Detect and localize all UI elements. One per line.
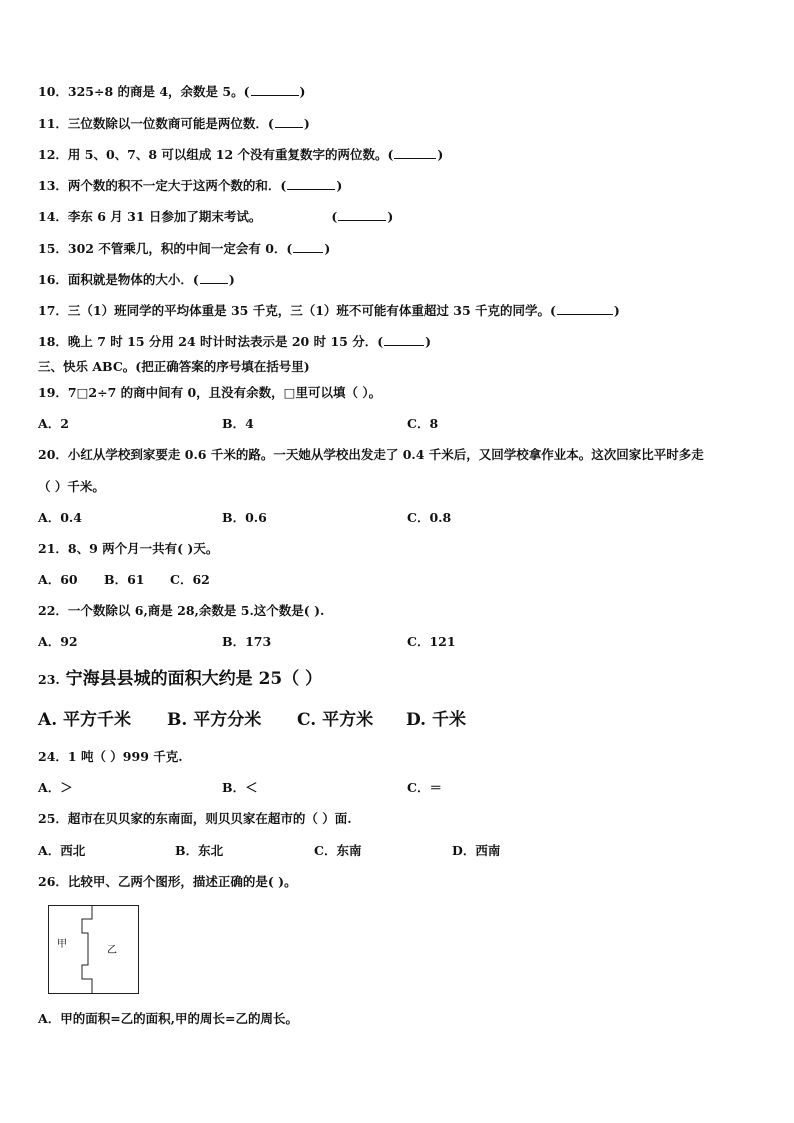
question-12: 12．用 5、0、7、8 可以组成 12 个没有重复数字的两位数。( ) [38, 147, 444, 162]
option-b[interactable]: B．61 [104, 572, 145, 587]
option-b[interactable]: B．东北 [175, 843, 224, 858]
answer-blank[interactable] [384, 333, 424, 346]
question-17: 17．三（1）班同学的平均体重是 35 千克，三（1）班不可能有体重超过 35 千克的同学。( ) [38, 303, 620, 318]
answer-blank[interactable] [394, 146, 436, 159]
option-a[interactable]: A．西北 [38, 843, 86, 858]
option-c[interactable]: C. 平方米 [297, 710, 374, 730]
question-18: 18．晚上 7 时 15 分用 24 时计时法表示是 20 时 15 分．( ) [38, 334, 432, 349]
option-a[interactable]: A．60 [38, 572, 78, 587]
option-a[interactable]: A．甲的面积=乙的面积,甲的周长=乙的周长。 [38, 1011, 298, 1026]
option-a[interactable]: A．＞ [38, 780, 73, 795]
question-24: 24．1 吨（ ）999 千克. [38, 749, 183, 764]
option-b[interactable]: B．173 [222, 634, 272, 649]
option-c[interactable]: C．东南 [314, 843, 362, 858]
option-c[interactable]: C．8 [407, 416, 439, 431]
answer-blank[interactable] [200, 271, 228, 284]
option-b[interactable]: B. 平方分米 [167, 710, 262, 730]
option-a[interactable]: A．0.4 [38, 510, 82, 525]
question-20-cont: （ ）千米。 [38, 479, 105, 494]
question-16: 16．面积就是物体的大小．( ) [38, 272, 235, 287]
option-a[interactable]: A. 平方千米 [38, 710, 132, 730]
question-20: 20．小红从学校到家要走 0.6 千米的路。一天她从学校出发走了 0.4 千米后，又回学校拿作业本。这次回家比平时多走 [38, 447, 704, 462]
option-c[interactable]: C．＝ [407, 780, 442, 795]
question-10: 10．325÷8 的商是 4，余数是 5。( ) [38, 84, 306, 99]
question-23: 23. 宁海县县城的面积大约是 25（ ） [38, 669, 323, 689]
option-c[interactable]: C．0.8 [407, 510, 452, 525]
option-b[interactable]: B．＜ [222, 780, 258, 795]
option-d[interactable]: D. 千米 [406, 710, 466, 730]
answer-blank[interactable] [251, 83, 299, 96]
answer-blank[interactable] [338, 208, 386, 221]
option-c[interactable]: C．121 [407, 634, 456, 649]
jia-yi-diagram [48, 905, 140, 995]
question-21: 21．8、9 两个月一共有( )天。 [38, 541, 219, 556]
question-22: 22．一个数除以 6,商是 28,余数是 5.这个数是( ). [38, 603, 325, 618]
answer-blank[interactable] [275, 115, 303, 128]
dividing-line [82, 906, 92, 994]
question-26: 26．比较甲、乙两个图形，描述正确的是( )。 [38, 874, 297, 889]
label-yi: 乙 [107, 945, 117, 956]
option-b[interactable]: B．0.6 [222, 510, 267, 525]
option-c[interactable]: C．62 [170, 572, 210, 587]
answer-blank[interactable] [287, 177, 335, 190]
option-a[interactable]: A．2 [38, 416, 69, 431]
question-15: 15．302 不管乘几，积的中间一定会有 0．( ) [38, 241, 331, 256]
question-11: 11．三位数除以一位数商可能是两位数．( ) [38, 116, 310, 131]
shape-figure [48, 905, 140, 999]
option-a[interactable]: A．92 [38, 634, 78, 649]
question-13: 13．两个数的积不一定大于这两个数的和．( ) [38, 178, 343, 193]
answer-blank[interactable] [557, 302, 613, 315]
option-b[interactable]: B．4 [222, 416, 254, 431]
question-19: 19．7□2÷7 的商中间有 0，且没有余数，□里可以填（ ）。 [38, 385, 382, 400]
question-25: 25．超市在贝贝家的东南面，则贝贝家在超市的（ ）面. [38, 811, 352, 826]
section-heading: 三、快乐 ABC。(把正确答案的序号填在括号里) [38, 359, 310, 374]
question-14: 14．李东 6 月 31 日参加了期末考试。 ( ) [38, 209, 394, 224]
option-d[interactable]: D．西南 [452, 843, 501, 858]
label-jia: 甲 [57, 939, 67, 950]
answer-blank[interactable] [293, 240, 323, 253]
